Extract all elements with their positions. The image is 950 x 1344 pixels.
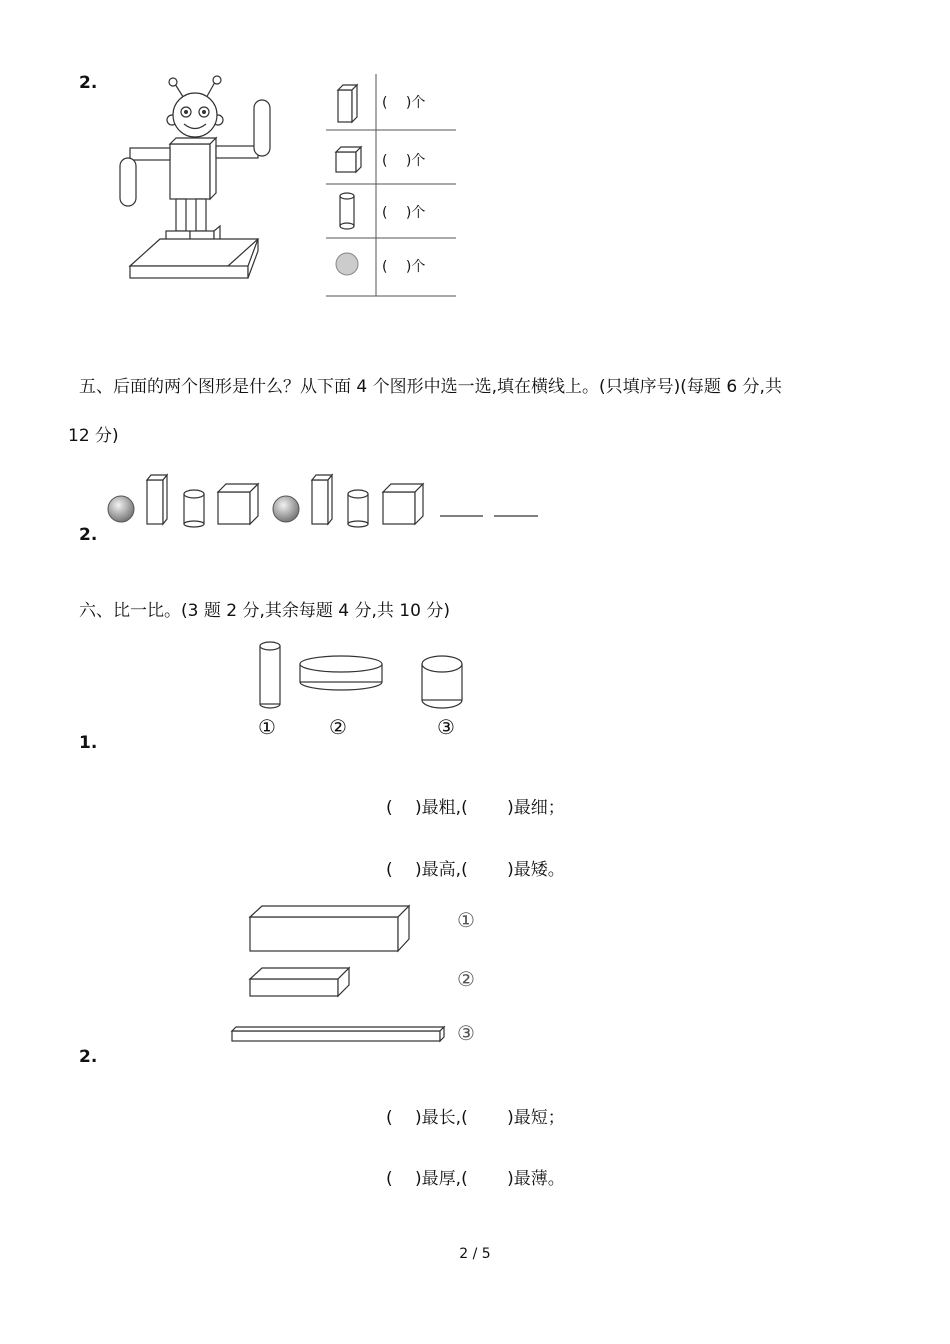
sphere-icon <box>108 496 134 522</box>
page-number: 2 / 5 <box>459 1246 491 1262</box>
question-number: 2. <box>79 1047 98 1067</box>
sphere-icon <box>336 253 358 275</box>
question-number: 2. <box>79 525 98 545</box>
figure-label: ① <box>457 908 475 932</box>
table-blank: ( )个 <box>382 95 426 111</box>
cylinder-icon <box>348 490 368 527</box>
table-blank: ( )个 <box>382 205 426 221</box>
figure-label: ② <box>329 715 347 739</box>
cuboids-figure <box>228 900 458 1050</box>
robot-figure <box>100 70 330 305</box>
cylinder-icon <box>340 193 354 229</box>
cuboid-icon <box>312 475 332 524</box>
answer-line: ( )最厚,( )最薄。 <box>386 1169 565 1189</box>
cube-icon <box>383 484 423 524</box>
figure-label: ② <box>457 967 475 991</box>
section-heading: 六、比一比。(3 题 2 分,其余每题 4 分,共 10 分) <box>79 601 450 621</box>
cylinder-icon <box>184 490 204 527</box>
sphere-icon <box>273 496 299 522</box>
cube-icon <box>336 147 361 172</box>
cuboid-icon <box>338 85 357 122</box>
answer-line: ( )最长,( )最短； <box>386 1108 565 1128</box>
question-number: 2. <box>79 73 98 93</box>
section-heading: 五、后面的两个图形是什么？从下面 4 个图形中选一选,填在横线上。(只填序号)(每题 6 分,共 <box>79 377 782 397</box>
figure-label: ① <box>258 715 276 739</box>
shape-sequence <box>100 470 550 530</box>
figure-label: ③ <box>437 715 455 739</box>
table-blank: ( )个 <box>382 153 426 169</box>
question-number: 1. <box>79 733 98 753</box>
cube-icon <box>218 484 258 524</box>
answer-line: ( )最粗,( )最细； <box>386 798 565 818</box>
table-blank: ( )个 <box>382 259 426 275</box>
figure-label: ③ <box>457 1021 475 1045</box>
section-heading-cont: 12 分) <box>68 426 119 446</box>
cylinders-figure <box>250 638 480 718</box>
cuboid-icon <box>147 475 167 524</box>
answer-line: ( )最高,( )最矮。 <box>386 860 565 880</box>
